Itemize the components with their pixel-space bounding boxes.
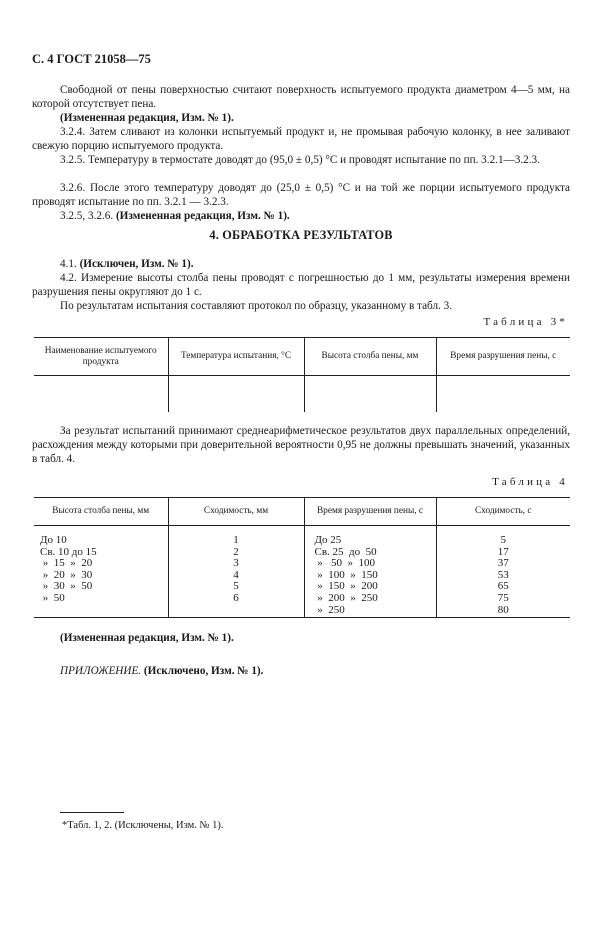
table4-cell: 5: [233, 580, 239, 593]
paragraph-3-2-5: 3.2.5. Температуру в термостате доводят до (95,0 ± 0,5) °С и проводят испытание по пп. 3.2.1—3.2.3.: [60, 154, 540, 166]
table4-cell: Св. 25 до 50: [314, 545, 377, 558]
note-amended-text: (Измененная редакция, Изм. № 1).: [115, 210, 290, 222]
amendment-note-3-2-5-3-2-6: [60, 209, 290, 223]
table4-cell: 37: [497, 557, 509, 570]
table4-cell: » 50: [40, 591, 65, 604]
table3-header-row: [34, 338, 570, 376]
paragraph-protocol: По результатам испытания составляют протокол по образцу, указанному в табл. 3.: [60, 300, 453, 312]
table4-cell: 17: [497, 545, 509, 558]
table3-header-foam-time: Время разрушения пены, с: [436, 338, 570, 376]
paragraph-3-2-4: 3.2.4. Затем сливают из колонки испытуемый продукт и, не промывая рабочую колонку, в нее заливают свежую порцию испытуемого продукта.: [32, 126, 570, 152]
appendix-note: [60, 664, 263, 678]
table3-cell: [168, 376, 304, 412]
section-title: 4. ОБРАБОТКА РЕЗУЛЬТАТОВ: [209, 228, 393, 242]
table3-header-temperature: Температура испытания, °С: [168, 338, 304, 376]
table3-cell: [436, 376, 570, 412]
table3-header-product: Наименование испытуемого продукта: [34, 338, 168, 376]
table4-cell: Св. 10 до 15: [40, 545, 97, 558]
table4-header-foam-height: Высота столба пены, мм: [34, 498, 168, 526]
table4-header-row: [34, 498, 570, 526]
table4-caption: Таблица 4: [492, 476, 568, 488]
table4-cell: 3: [233, 557, 239, 570]
table4-cell: » 200 » 250: [314, 591, 378, 604]
table4-cell: До 10: [40, 534, 67, 546]
table4-cell: 2: [233, 545, 239, 558]
note-clause-numbers: 3.2.5, 3.2.6.: [60, 210, 114, 222]
table4-cell: До 25: [314, 534, 342, 546]
table4-cell: 75: [497, 591, 509, 604]
table4-cell: 5: [500, 534, 506, 546]
table3-empty-row: [34, 376, 570, 412]
amendment-note-1: (Измененная редакция, Изм. № 1).: [60, 112, 234, 124]
table4-col-repeatability-mm: [168, 526, 304, 618]
page-header: С. 4 ГОСТ 21058—75: [32, 52, 151, 66]
appendix-label: ПРИЛОЖЕНИЕ.: [60, 665, 142, 677]
paragraph-4-2: 4.2. Измерение высоты столба пены проводят с погрешностью до 1 мм, результаты измерения времени разрушения пены округляют до 1 с.: [32, 272, 570, 298]
footnote-divider: [60, 812, 124, 813]
table4-cell: » 30 » 50: [40, 580, 93, 593]
table4-cell: 80: [497, 603, 509, 616]
table4-cell: » 150 » 200: [314, 580, 378, 593]
table4-cell: » 100 » 150: [314, 568, 378, 581]
table4-cell: » 250: [314, 603, 345, 616]
table3-caption: Таблица 3*: [483, 316, 568, 328]
clause-4-1-number: 4.1.: [60, 258, 77, 270]
paragraph-foam-free-surface: Свободной от пены поверхностью считают поверхность испытуемого продукта диаметром 4—5 мм, на которой отсутствует пена.: [32, 84, 570, 110]
table4-header-repeatability-s: Сходимость, с: [436, 498, 570, 526]
table4-body-row: [34, 526, 570, 618]
table4-col-repeatability-s: [436, 526, 570, 618]
table3-cell: [34, 376, 168, 412]
paragraph-result: За результат испытаний принимают среднеарифметическое результатов двух параллельных определений, расхождения между которыми при доверительной вероятности 0,95 не должны превышать значений, указанных в табл. 4.: [32, 425, 570, 465]
table4-cell: 6: [233, 591, 239, 604]
table3-cell: [304, 376, 436, 412]
table4-header-foam-time: Время разрушения пены, с: [304, 498, 436, 526]
table4-col-foam-height: [34, 526, 168, 618]
table3: [34, 337, 570, 412]
paragraph-4-1: [60, 257, 194, 271]
appendix-text: (Исключено, Изм. № 1).: [143, 665, 264, 677]
amendment-note-table4: (Измененная редакция, Изм. № 1).: [60, 632, 234, 644]
table4-cell: » 50 » 100: [314, 557, 375, 570]
footnote: *Табл. 1, 2. (Исключены, Изм. № 1).: [62, 820, 224, 831]
table4-header-repeatability-mm: Сходимость, мм: [168, 498, 304, 526]
table4-cell: 4: [233, 568, 239, 581]
table4-cell: 65: [497, 580, 509, 593]
paragraph-3-2-6: 3.2.6. После этого температуру доводят до (25,0 ± 0,5) °С и на той же порции испытуемого продукта проводят испытание по пп. 3.2.1 — 3.2.3.: [32, 182, 570, 208]
table3-header-foam-height: Высота столба пены, мм: [304, 338, 436, 376]
table4-col-foam-time: [304, 526, 436, 618]
table4-cell: » 20 » 30: [40, 568, 93, 581]
table4: [34, 497, 570, 618]
table4-cell: 53: [497, 568, 509, 581]
clause-4-1-text: (Исключен, Изм. № 1).: [79, 258, 194, 270]
table4-cell: 1: [233, 534, 239, 546]
table4-cell: » 15 » 20: [40, 557, 93, 570]
